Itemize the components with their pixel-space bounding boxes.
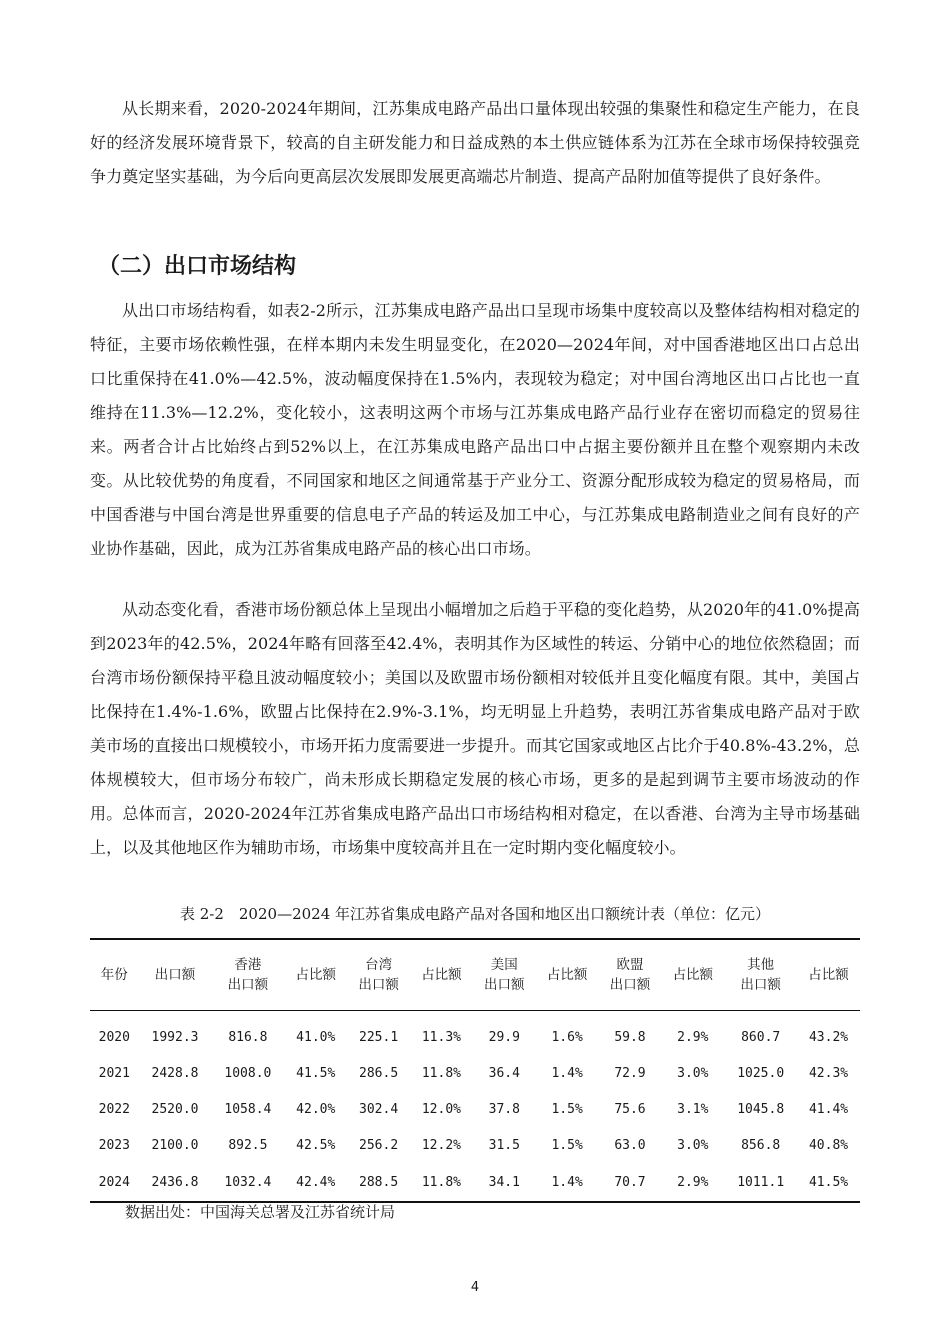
- column-header-text: 出口额: [740, 977, 781, 993]
- table-cell: 70.7: [599, 1163, 662, 1202]
- table-cell: 42.4%: [284, 1163, 347, 1202]
- paragraph-dynamic-change: 从动态变化看，香港市场份额总体上呈现出小幅增加之后趋于平稳的变化趋势，从2020年的41.0%提高到2023年的42.5%，2024年略有回落至42.4%，表明其作为区域性的转运、分销中心的地位依然稳固；而台湾市场份额保持平稳且波动幅度较小；美国以及欧盟市场份额相对较低并且变化幅度有限。其中，美国占比保持在1.4%-1.6%，欧盟占比保持在2.9%-3.1%，均无明显上升趋势，表明江苏省集成电路产品对于欧美市场的直接出口规模较小，市场开拓力度需要进一步提升。而其它国家或地区占比介于40.8%-43.2%，总体规模较大，但市场分布较广，尚未形成长期稳定发展的核心市场，更多的是起到调节主要市场波动的作用。总体而言，2020-2024年江苏省集成电路产品出口市场结构相对稳定，在以香港、台湾为主导市场基础上，以及其他地区作为辅助市场，市场集中度较高并且在一定时期内变化幅度较小。: [90, 600, 860, 857]
- column-header: [347, 939, 410, 1011]
- table-cell: 1.4%: [536, 1163, 599, 1202]
- table-cell: 12.0%: [421, 1101, 461, 1117]
- column-header-text: 占比额: [672, 967, 714, 983]
- table-cell: 286.5: [359, 1065, 399, 1081]
- column-header-text: 占比额: [295, 967, 336, 983]
- table-cell: 1025.0: [737, 1065, 785, 1081]
- column-header-text: 占比额: [421, 967, 462, 983]
- table-row: [90, 1011, 860, 1056]
- table-cell: 40.8%: [808, 1137, 849, 1153]
- table-cell: 1.5%: [551, 1101, 583, 1117]
- column-header-text: 占比额: [546, 967, 588, 983]
- paragraph-long-term: 从长期来看，2020-2024年期间，江苏集成电路产品出口量体现出较强的集聚性和稳定生产能力，在良好的经济发展环境背景下，较高的自主研发能力和日益成熟的本土供应链体系为江苏在全球市场保持较强竞争力奠定坚实基础，为今后向更高层次发展即发展更高端芯片制造、提高产品附加值等提供了良好条件。: [90, 99, 860, 186]
- table-cell: 225.1: [359, 1029, 399, 1045]
- table-cell: 37.8: [488, 1101, 520, 1117]
- column-header-text: 欧盟: [616, 957, 644, 973]
- section-heading: （二）出口市场结构: [98, 254, 297, 279]
- table-cell: 41.0%: [296, 1029, 336, 1045]
- table-cell: 2021: [98, 1065, 130, 1081]
- column-header: [661, 939, 724, 1011]
- column-header-text: 出口额: [154, 967, 196, 983]
- table-cell: 1032.4: [211, 1163, 284, 1202]
- table-row: [90, 1163, 860, 1202]
- table-header-row: [90, 939, 860, 1011]
- table-cell: 1058.4: [224, 1101, 272, 1117]
- column-header: [797, 939, 860, 1011]
- table-cell: 2024: [90, 1163, 139, 1202]
- table-cell: 72.9: [614, 1065, 646, 1081]
- table-cell: 41.4%: [808, 1101, 849, 1117]
- table-cell: 42.5%: [296, 1137, 336, 1153]
- table-caption: 表 2-2 2020—2024 年江苏省集成电路产品对各国和地区出口额统计表（单位：亿元）: [179, 905, 771, 923]
- table-cell: 2022: [98, 1101, 130, 1117]
- column-header-text: 香港: [234, 957, 262, 973]
- table-cell: 288.5: [347, 1163, 410, 1202]
- table-cell: 2436.8: [139, 1163, 212, 1202]
- paragraph-market-structure: 从出口市场结构看，如表2-2所示，江苏集成电路产品出口呈现市场集中度较高以及整体结构相对稳定的特征，主要市场依赖性强，在样本期内未发生明显变化，在2020—2024年间，对中国香港地区出口占总出口比重保持在41.0%—42.5%，波动幅度保持在1.5%内，表现较为稳定；对中国台湾地区出口占比也一直维持在11.3%—12.2%，变化较小，这表明这两个市场与江苏集成电路产品行业存在密切而稳定的贸易往来。两者合计占比始终占到52%以上，在江苏集成电路产品出口中占据主要份额并且在整个观察期内未改变。从比较优势的角度看，不同国家和地区之间通常基于产业分工、资源分配形成较为稳定的贸易格局，而中国香港与中国台湾是世界重要的信息电子产品的转运及加工中心，与江苏集成电路制造业之间有良好的产业协作基础，因此，成为江苏省集成电路产品的核心出口市场。: [90, 301, 860, 558]
- column-header: [724, 939, 797, 1011]
- table-cell: 2023: [98, 1137, 130, 1153]
- page-number: 4: [470, 1280, 480, 1295]
- column-header: [90, 939, 139, 1011]
- column-header: [211, 939, 284, 1011]
- table-cell: 256.2: [359, 1137, 399, 1153]
- column-header: [473, 939, 536, 1011]
- column-header-text: 美国: [490, 957, 518, 973]
- table-cell: 11.8%: [421, 1065, 461, 1081]
- table-cell: 2.9%: [677, 1029, 709, 1045]
- table-row: [90, 1127, 860, 1163]
- table-cell: 75.6: [614, 1101, 646, 1117]
- column-header: [599, 939, 662, 1011]
- table-cell: 302.4: [359, 1101, 399, 1117]
- table-cell: 2100.0: [151, 1137, 199, 1153]
- table-cell: 34.1: [473, 1163, 536, 1202]
- table-cell: 63.0: [614, 1137, 646, 1153]
- data-source-note: 数据出处：中国海关总署及江苏省统计局: [125, 1203, 396, 1221]
- table-cell: 816.8: [228, 1029, 268, 1045]
- column-header: [284, 939, 347, 1011]
- table-cell: 3.0%: [677, 1065, 709, 1081]
- export-table: [90, 938, 860, 1203]
- table-row: [90, 1091, 860, 1127]
- column-header-text: 出口额: [358, 977, 399, 993]
- column-header: [139, 939, 212, 1011]
- table-cell: 43.2%: [808, 1029, 849, 1045]
- table-cell: 29.9: [488, 1029, 520, 1045]
- table-cell: 41.5%: [296, 1065, 336, 1081]
- column-header-text: 出口额: [227, 977, 269, 993]
- table-cell: 2428.8: [151, 1065, 199, 1081]
- table-cell: 1011.1: [724, 1163, 797, 1202]
- table-cell: 31.5: [488, 1137, 520, 1153]
- table-cell: 3.0%: [677, 1137, 709, 1153]
- table-cell: 1008.0: [224, 1065, 272, 1081]
- table-cell: 41.5%: [797, 1163, 860, 1202]
- column-header-text: 年份: [100, 967, 128, 983]
- table-cell: 856.8: [741, 1137, 781, 1153]
- table-cell: 11.3%: [421, 1029, 461, 1045]
- table-cell: 2.9%: [661, 1163, 724, 1202]
- table-cell: 11.8%: [410, 1163, 473, 1202]
- column-header: [410, 939, 473, 1011]
- table-cell: 2020: [98, 1029, 130, 1045]
- column-header: [536, 939, 599, 1011]
- table-cell: 36.4: [488, 1065, 520, 1081]
- column-header-text: 出口额: [609, 977, 651, 993]
- table-cell: 42.3%: [808, 1065, 849, 1081]
- table-row: [90, 1055, 860, 1091]
- table-cell: 860.7: [741, 1029, 781, 1045]
- table-cell: 892.5: [228, 1137, 268, 1153]
- table-cell: 1.4%: [551, 1065, 583, 1081]
- table-cell: 1.6%: [551, 1029, 583, 1045]
- table-cell: 1045.8: [737, 1101, 785, 1117]
- table-cell: 1.5%: [551, 1137, 583, 1153]
- column-header-text: 占比额: [808, 967, 849, 983]
- table-body: [90, 1011, 860, 1203]
- column-header-text: 台湾: [365, 957, 393, 973]
- column-header-text: 出口额: [484, 977, 525, 993]
- column-header-text: 其他: [747, 957, 775, 973]
- table-cell: 12.2%: [421, 1137, 461, 1153]
- table-cell: 3.1%: [677, 1101, 709, 1117]
- table-cell: 59.8: [614, 1029, 646, 1045]
- table-cell: 2520.0: [151, 1101, 199, 1117]
- table-cell: 1992.3: [151, 1029, 199, 1045]
- table-cell: 42.0%: [296, 1101, 336, 1117]
